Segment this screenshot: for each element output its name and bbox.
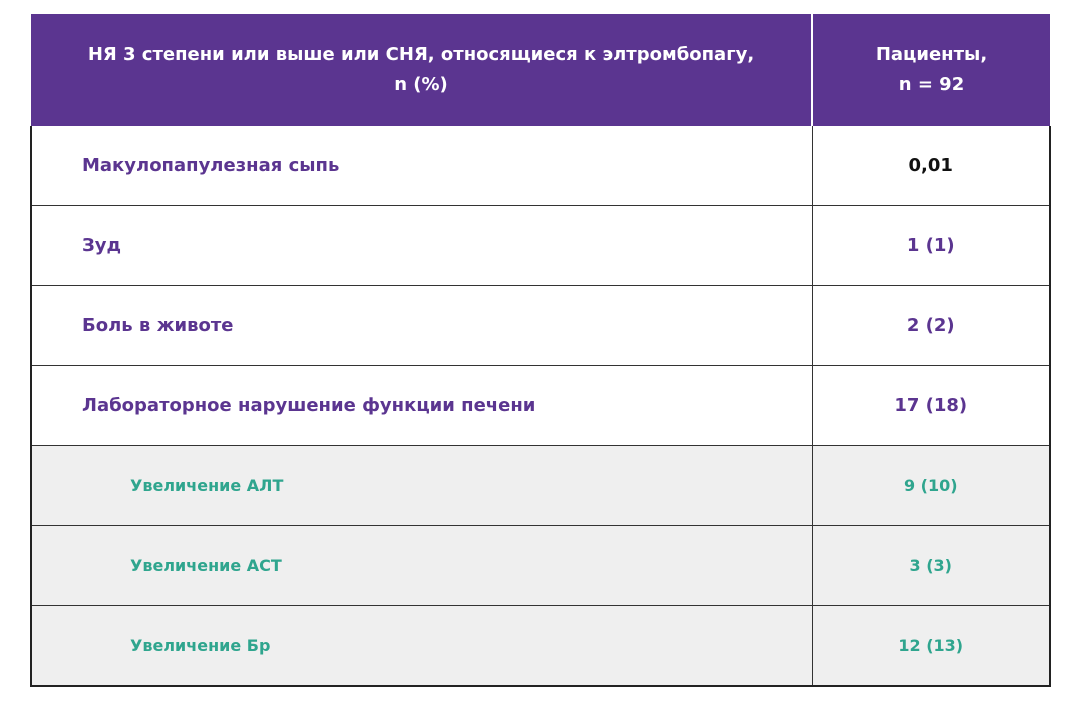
row-value: 1 (1) [812, 206, 1050, 286]
table-subrow [31, 526, 1050, 606]
adverse-events-table [30, 14, 1051, 687]
header-adverse-events-line2: n (%) [394, 74, 448, 95]
table-row [31, 126, 1050, 206]
table-row [31, 206, 1050, 286]
header-patients-line2: n = 92 [898, 74, 965, 95]
row-value: 2 (2) [812, 286, 1050, 366]
table-subrow [31, 446, 1050, 526]
subrow-label: Увеличение АЛТ [31, 446, 812, 526]
row-label: Боль в животе [31, 286, 812, 366]
table-header-row [31, 14, 1050, 126]
header-patients [812, 14, 1050, 126]
header-patients-line1: Пациенты, [875, 44, 988, 65]
table-row [31, 366, 1050, 446]
row-label: Лабораторное нарушение функции печени [31, 366, 812, 446]
row-value: 17 (18) [812, 366, 1050, 446]
row-label: Макулопапулезная сыпь [31, 126, 812, 206]
table-row [31, 286, 1050, 366]
header-adverse-events [31, 14, 812, 126]
subrow-label: Увеличение Бр [31, 606, 812, 687]
row-value: 0,01 [812, 126, 1050, 206]
subrow-value: 3 (3) [812, 526, 1050, 606]
subrow-value: 12 (13) [812, 606, 1050, 687]
subrow-value: 9 (10) [812, 446, 1050, 526]
row-label: Зуд [31, 206, 812, 286]
header-adverse-events-line1: НЯ 3 степени или выше или СНЯ, относящиеся к элтромбопагу, [87, 44, 755, 65]
subrow-label: Увеличение АСТ [31, 526, 812, 606]
table-subrow [31, 606, 1050, 687]
